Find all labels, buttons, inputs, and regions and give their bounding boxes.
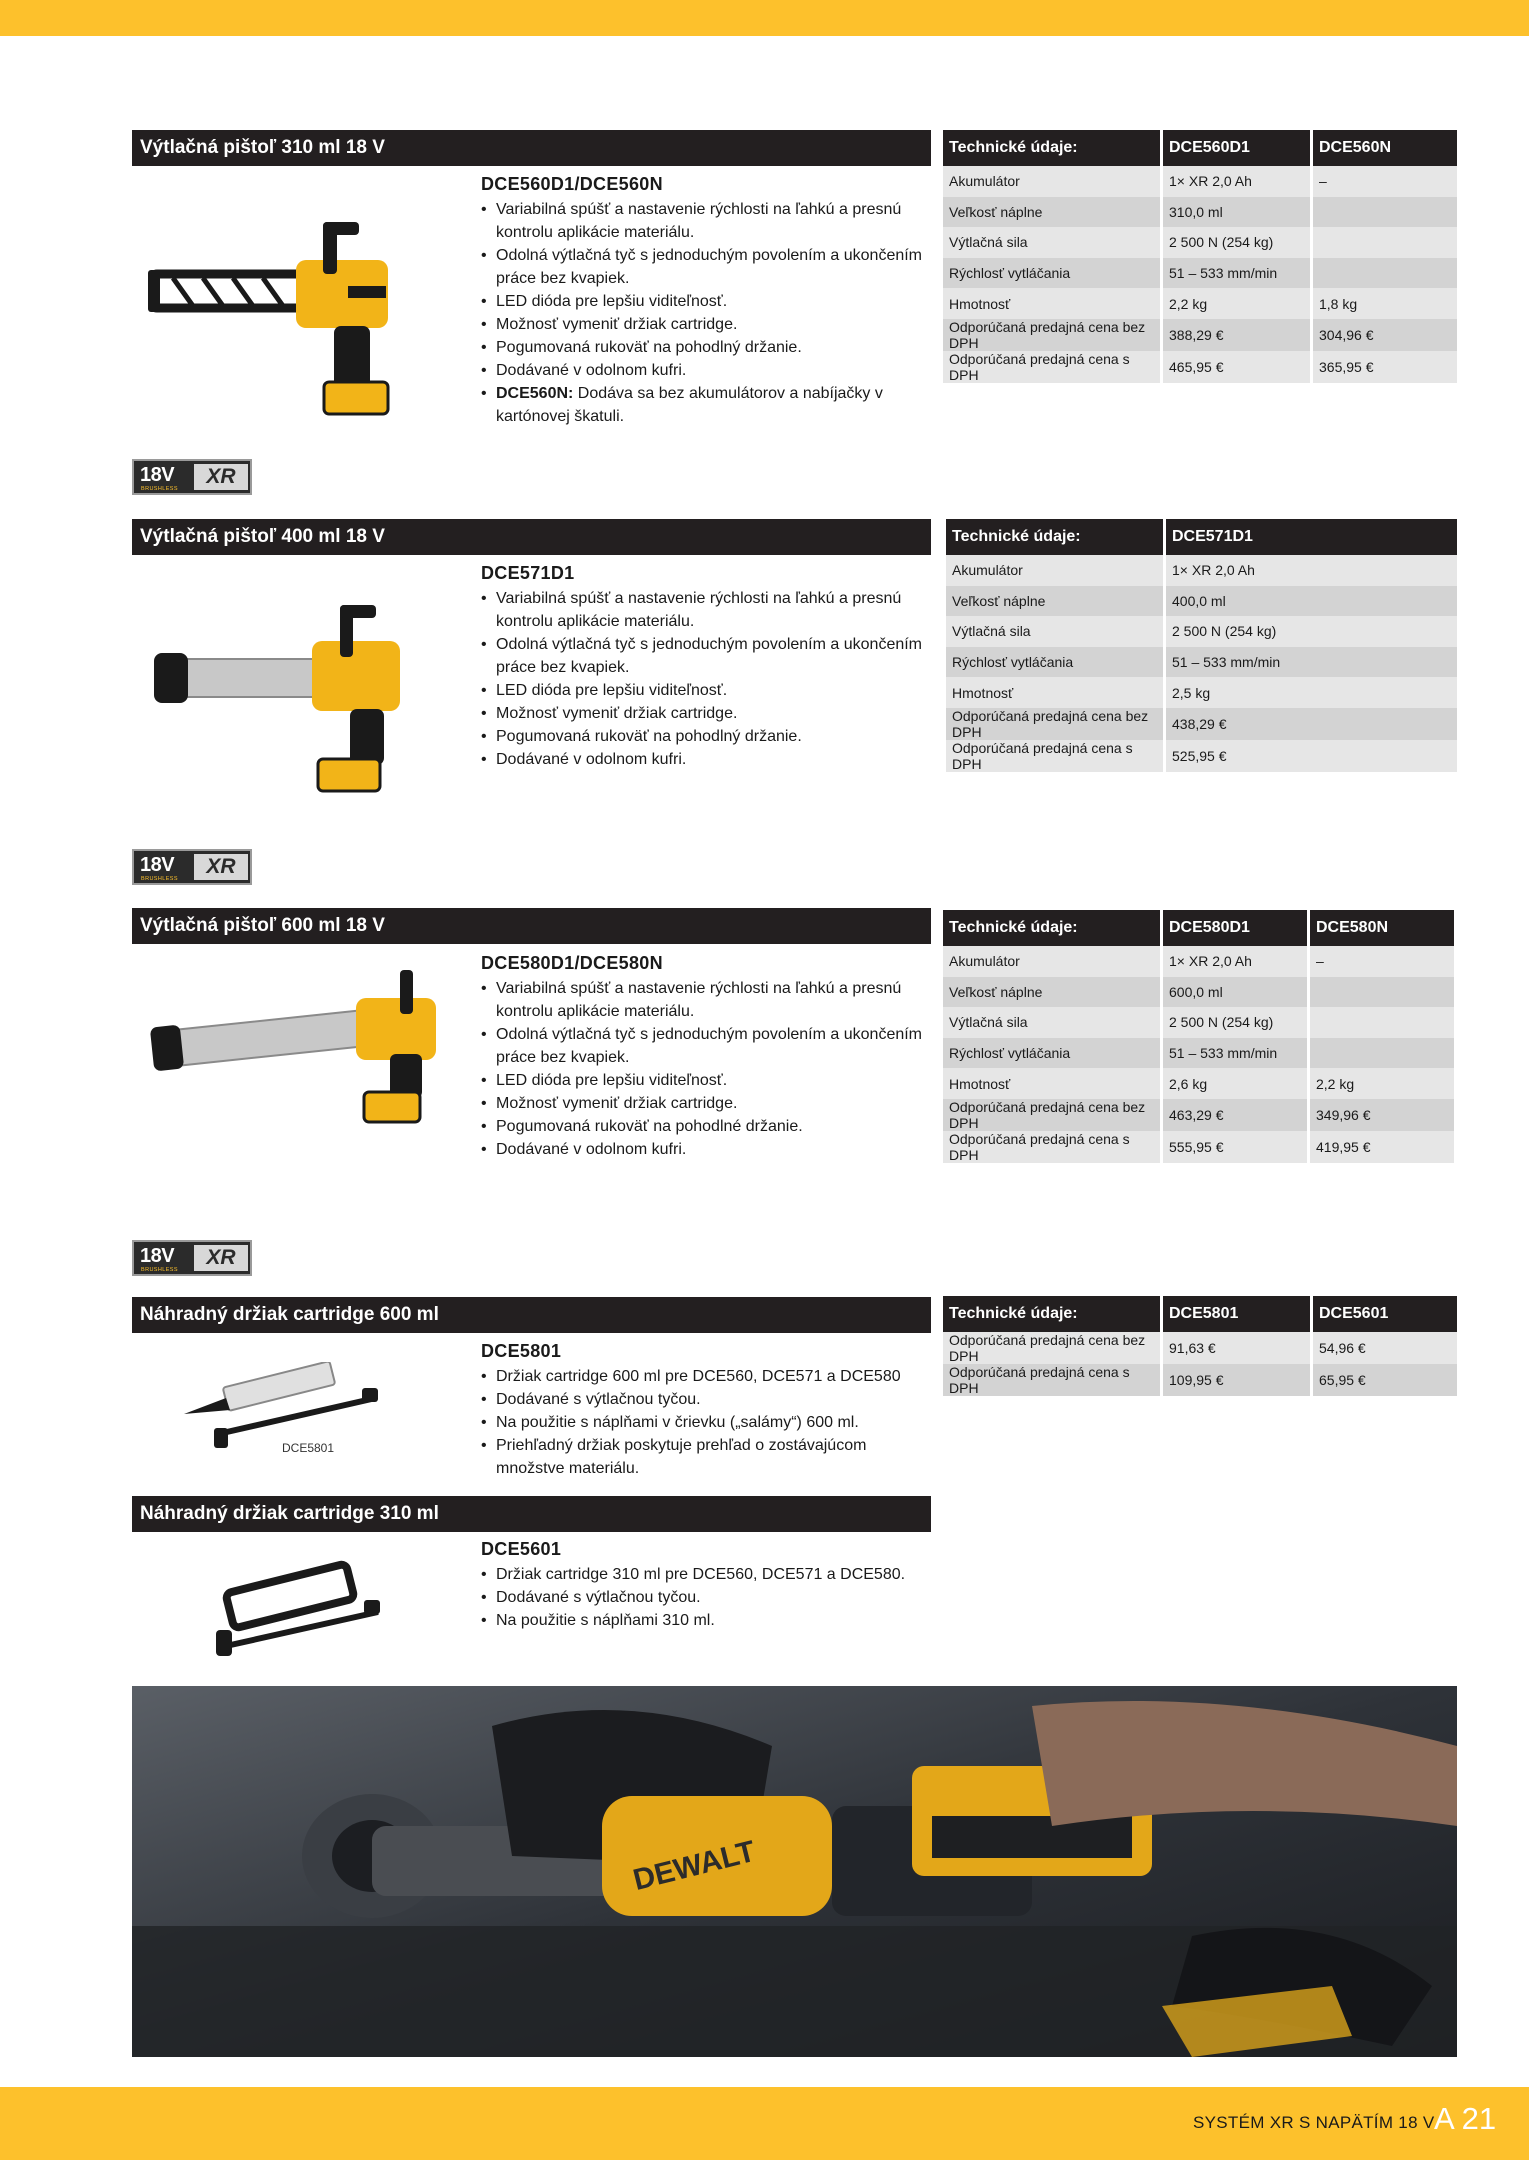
feature-item: • Možnosť vymeniť držiak cartridge.: [481, 313, 931, 336]
spec-value: 304,96 €: [1313, 319, 1457, 351]
spec-value: –: [1310, 946, 1454, 977]
feature-item: • Dodávané s výtlačnou tyčou.: [481, 1388, 931, 1411]
spec-value: 1,8 kg: [1313, 288, 1457, 319]
spec-label: Rýchlosť vytláčania: [946, 647, 1166, 678]
feature-item: • Možnosť vymeniť držiak cartridge.: [481, 1092, 931, 1115]
badge-line: BRUSHLESS: [141, 1267, 178, 1273]
feature-item: [481, 382, 931, 428]
page-number: A 21: [1434, 2101, 1497, 2136]
spec-label: Odporúčaná predajná cena bez DPH: [943, 1332, 1163, 1364]
badge-series: XR: [194, 1245, 248, 1271]
spec-value: 1× XR 2,0 Ah: [1163, 946, 1310, 977]
model-number: DCE580D1/DCE580N: [481, 953, 663, 973]
feature-item: • Pogumovaná rukoväť na pohodlný držanie.: [481, 336, 931, 359]
section-title: Náhradný držiak cartridge 600 ml: [132, 1297, 931, 1333]
spec-label: Rýchlosť vytláčania: [943, 1038, 1163, 1069]
spec-label: Akumulátor: [943, 166, 1163, 197]
feature-list: [481, 1365, 931, 1480]
badge-line: BRUSHLESS: [141, 876, 178, 882]
product-description: [481, 173, 931, 428]
spec-table: [943, 130, 1457, 383]
feature-bold: DCE560N:: [496, 385, 574, 402]
spec-table: [946, 519, 1457, 772]
spec-header: DCE580N: [1310, 910, 1454, 946]
feature-item: • Držiak cartridge 600 ml pre DCE560, DCE571 a DCE580: [481, 1365, 931, 1388]
badge-series: XR: [194, 854, 248, 880]
spec-label: Veľkosť náplne: [946, 586, 1166, 617]
spec-value: 555,95 €: [1163, 1131, 1310, 1163]
feature-item: • Dodávané v odolnom kufri.: [481, 359, 931, 382]
feature-item: • Pogumovaná rukoväť na pohodlné držanie.: [481, 1115, 931, 1138]
spec-value: 51 – 533 mm/min: [1166, 647, 1457, 678]
badge-line: BRUSHLESS: [141, 486, 178, 492]
spec-header: DCE560D1: [1163, 130, 1313, 166]
image-caption: DCE5801: [282, 1441, 335, 1455]
footer-section-title: SYSTÉM XR S NAPÄTÍM 18 V: [1193, 2113, 1435, 2132]
spec-value: 2 500 N (254 kg): [1163, 1007, 1310, 1038]
spec-value: 2,2 kg: [1163, 288, 1313, 319]
spec-value: 65,95 €: [1313, 1364, 1457, 1396]
feature-item: • Pogumovaná rukoväť na pohodlný držanie.: [481, 725, 931, 748]
caulk-gun-400-image: [152, 605, 450, 801]
photo-brand-text: DEWALT: [629, 1834, 759, 1898]
spec-value: [1313, 258, 1457, 289]
feature-item: • Držiak cartridge 310 ml pre DCE560, DCE571 a DCE580.: [481, 1563, 931, 1586]
spec-label: Odporúčaná predajná cena s DPH: [943, 351, 1163, 383]
spec-header: Technické údaje:: [946, 519, 1166, 555]
spec-value: 2,6 kg: [1163, 1068, 1310, 1099]
model-number: DCE560D1/DCE560N: [481, 174, 663, 194]
feature-item: • LED dióda pre lepšiu viditeľnosť.: [481, 1069, 931, 1092]
feature-item: • Variabilná spúšť a nastavenie rýchlosti na ľahkú a presnú kontrolu aplikácie materiálu.: [481, 198, 931, 244]
feature-list: [481, 587, 931, 771]
feature-list: [481, 198, 931, 428]
spec-value: 91,63 €: [1163, 1332, 1313, 1364]
spec-table: [943, 910, 1454, 1163]
spec-header: Technické údaje:: [943, 910, 1163, 946]
spec-header: DCE560N: [1313, 130, 1457, 166]
spec-label: Akumulátor: [943, 946, 1163, 977]
model-number: DCE5601: [481, 1539, 562, 1559]
spec-value: [1310, 977, 1454, 1008]
spec-value: 465,95 €: [1163, 351, 1313, 383]
feature-item: • Priehľadný držiak poskytuje prehľad o zostávajúcom množstve materiálu.: [481, 1434, 931, 1480]
18v-xr-brushless-badge: [132, 1240, 252, 1276]
product-description: [481, 1538, 931, 1632]
badge-voltage: 18V: [140, 854, 175, 876]
model-number: DCE571D1: [481, 563, 575, 583]
spec-value: 310,0 ml: [1163, 197, 1313, 228]
section-title: Výtlačná pištoľ 310 ml 18 V: [132, 130, 931, 166]
badge-voltage: 18V: [140, 464, 175, 486]
spec-value: 463,29 €: [1163, 1099, 1310, 1131]
18v-xr-brushless-badge: [132, 459, 252, 495]
spec-header: Technické údaje:: [943, 130, 1163, 166]
feature-item: • Odolná výtlačná tyč s jednoduchým povolením a ukončením práce bez kvapiek.: [481, 1023, 931, 1069]
spec-value: 365,95 €: [1313, 351, 1457, 383]
section-title: Výtlačná pištoľ 400 ml 18 V: [132, 519, 931, 555]
spec-label: Odporúčaná predajná cena s DPH: [943, 1131, 1163, 1163]
spec-label: Veľkosť náplne: [943, 977, 1163, 1008]
ratchet-wrench-photo: [132, 1686, 1457, 2057]
spec-label: Výtlačná sila: [943, 1007, 1163, 1038]
section-title: Náhradný držiak cartridge 310 ml: [132, 1496, 931, 1532]
feature-item: • Na použitie s náplňami v črievku („salámy“) 600 ml.: [481, 1411, 931, 1434]
spec-value: 400,0 ml: [1166, 586, 1457, 617]
spec-label: Hmotnosť: [943, 288, 1163, 319]
spec-value: 54,96 €: [1313, 1332, 1457, 1364]
caulk-gun-310-image: [148, 222, 460, 424]
badge-voltage: 18V: [140, 1245, 175, 1267]
feature-item: • LED dióda pre lepšiu viditeľnosť.: [481, 679, 931, 702]
feature-item: • Odolná výtlačná tyč s jednoduchým povolením a ukončením práce bez kvapiek.: [481, 244, 931, 290]
spec-value: 51 – 533 mm/min: [1163, 1038, 1310, 1069]
feature-item: • Dodávané v odolnom kufri.: [481, 1138, 931, 1161]
badge-series: XR: [194, 464, 248, 490]
section-title: Výtlačná pištoľ 600 ml 18 V: [132, 908, 931, 944]
feature-item: • Odolná výtlačná tyč s jednoduchým povolením a ukončením práce bez kvapiek.: [481, 633, 931, 679]
spec-label: Hmotnosť: [946, 677, 1166, 708]
spec-label: Výtlačná sila: [946, 616, 1166, 647]
spec-label: Odporúčaná predajná cena s DPH: [946, 740, 1166, 772]
feature-item: • LED dióda pre lepšiu viditeľnosť.: [481, 290, 931, 313]
spec-label: Hmotnosť: [943, 1068, 1163, 1099]
spec-header: DCE5801: [1163, 1296, 1313, 1332]
spec-value: 419,95 €: [1310, 1131, 1454, 1163]
spec-value: 1× XR 2,0 Ah: [1163, 166, 1313, 197]
spec-label: Odporúčaná predajná cena s DPH: [943, 1364, 1163, 1396]
spec-header: Technické údaje:: [943, 1296, 1163, 1332]
spec-value: 1× XR 2,0 Ah: [1166, 555, 1457, 586]
spec-value: [1310, 1007, 1454, 1038]
promo-photo: [132, 1686, 1457, 2057]
spec-label: Odporúčaná predajná cena bez DPH: [946, 708, 1166, 740]
product-description: [481, 562, 931, 771]
spec-label: Výtlačná sila: [943, 227, 1163, 258]
spec-value: –: [1313, 166, 1457, 197]
spec-value: 2,5 kg: [1166, 677, 1457, 708]
spec-value: 51 – 533 mm/min: [1163, 258, 1313, 289]
product-description: [481, 952, 931, 1161]
feature-item: • Dodávané s výtlačnou tyčou.: [481, 1586, 931, 1609]
spec-value: 2 500 N (254 kg): [1163, 227, 1313, 258]
feature-list: [481, 977, 931, 1161]
feature-item: • Na použitie s náplňami 310 ml.: [481, 1609, 931, 1632]
spec-value: [1313, 227, 1457, 258]
cartridge-holder-310-image: [208, 1560, 384, 1660]
spec-value: [1313, 197, 1457, 228]
feature-text: Dodáva sa bez akumulátorov a nabíjačky v kartónovej škatuli.: [496, 385, 883, 425]
feature-item: • Variabilná spúšť a nastavenie rýchlosti na ľahkú a presnú kontrolu aplikácie materiálu.: [481, 587, 931, 633]
spec-value: 2,2 kg: [1310, 1068, 1454, 1099]
spec-value: [1310, 1038, 1454, 1069]
feature-list: [481, 1563, 931, 1632]
product-description: [481, 1340, 931, 1480]
spec-value: 600,0 ml: [1163, 977, 1310, 1008]
top-accent-bar: [0, 0, 1529, 36]
feature-item: • Možnosť vymeniť držiak cartridge.: [481, 702, 931, 725]
spec-label: Akumulátor: [946, 555, 1166, 586]
spec-table: [943, 1296, 1457, 1396]
feature-item: • Dodávané v odolnom kufri.: [481, 748, 931, 771]
spec-header: DCE5601: [1313, 1296, 1457, 1332]
feature-item: • Variabilná spúšť a nastavenie rýchlosti na ľahkú a presnú kontrolu aplikácie materiálu.: [481, 977, 931, 1023]
spec-value: 2 500 N (254 kg): [1166, 616, 1457, 647]
spec-label: Rýchlosť vytláčania: [943, 258, 1163, 289]
spec-value: 109,95 €: [1163, 1364, 1313, 1396]
spec-header: DCE571D1: [1166, 519, 1457, 555]
spec-value: 438,29 €: [1166, 708, 1457, 740]
spec-label: Odporúčaná predajná cena bez DPH: [943, 1099, 1163, 1131]
spec-header: DCE580D1: [1163, 910, 1310, 946]
spec-label: Veľkosť náplne: [943, 197, 1163, 228]
spec-value: 525,95 €: [1166, 740, 1457, 772]
spec-value: 349,96 €: [1310, 1099, 1454, 1131]
model-number: DCE5801: [481, 1341, 562, 1361]
caulk-gun-600-image: [150, 970, 462, 1130]
18v-xr-brushless-badge: [132, 849, 252, 885]
spec-value: 388,29 €: [1163, 319, 1313, 351]
spec-label: Odporúčaná predajná cena bez DPH: [943, 319, 1163, 351]
